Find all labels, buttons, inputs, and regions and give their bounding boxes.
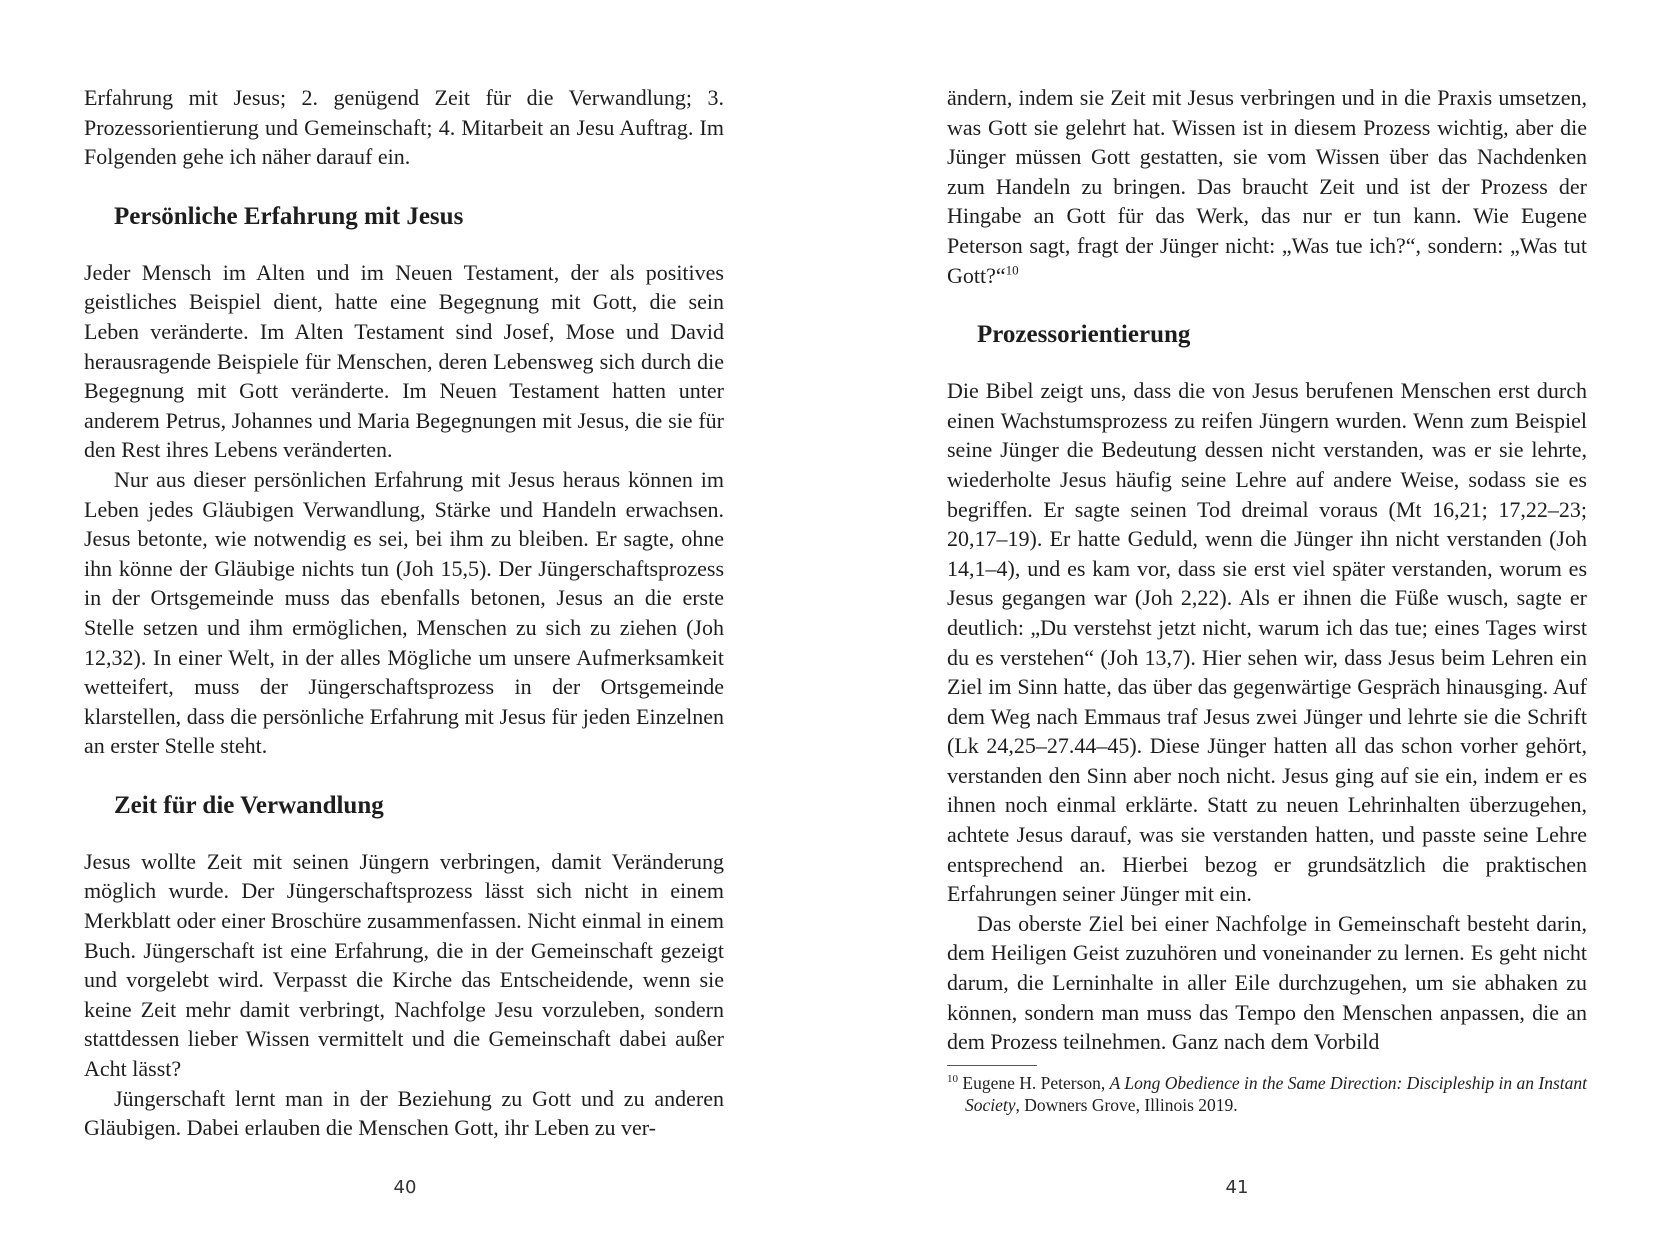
paragraph-text: ändern, indem sie Zeit mit Jesus verbringen und in die Praxis umsetzen, was Gott sie gelehrt hat. Wissen ist in diesem Prozess wichtig, aber die Jünger müssen Gott gestatten, sie vom Wissen über das Nachdenken zum Handeln zu bringen. Das braucht Zeit und ist der Prozess der Hingabe an Gott für das Werk, das nur er tun kann. Wie Eugene Peterson sagt, fragt der Jünger nicht: „Was tue ich?“, sondern: „Was tut Gott?“ (947, 85, 1587, 288)
footnote-divider (947, 1065, 1037, 1066)
section-heading: Persönliche Erfahrung mit Jesus (114, 202, 464, 230)
right-page (827, 0, 1654, 1240)
footnote-reference[interactable]: 10 (1005, 262, 1019, 278)
paragraph: Das oberste Ziel bei einer Nachfolge in Gemeinschaft besteht darin, dem Heiligen Geist zuzuhören und voneinander zu lernen. Es geht nicht darum, die Lerninhalte in aller Eile durchzugehen, um sie abhaken zu können, sondern man muss das Tempo den Menschen anpassen, die an dem Prozess teilnehmen. Ganz nach dem Vorbild (947, 910, 1587, 1055)
paragraph: Die Bibel zeigt uns, dass die von Jesus berufenen Menschen erst durch einen Wachstumsprozess zu reifen Jüngern wurden. Wenn zum Beispiel seine Jünger die Bedeutung dessen nicht verstanden, was er sie lehrte, wiederholte Jesus häufig seine Lehre auf andere Weise, sodass sie es begriffen. Er sagte seinen Tod dreimal voraus (Mt 16,21; 17,22–23; 20,17–19). Er hatte Geduld, wenn die Jünger ihn nicht verstanden (Joh 14,1–4), und es kam vor, dass sie erst viel später verstanden, worum es Jesus gegangen war (Joh 2,22). Als er ihnen die Füße wusch, sagte er deutlich: „Du verstehst jetzt nicht, warum ich das tue; eines Tages wirst du es verstehen“ (Joh 13,7). Hier sehen wir, dass Jesus beim Lehren ein Ziel im Sinn hatte, das über das gegenwärtige Gespräch hinausging. Auf dem Weg nach Emmaus traf Jesus zwei Jünger und lehrte sie die Schrift (Lk 24,25–27.44–45). Diese Jünger hatten all das schon vorher gehört, verstanden den Sinn aber noch nicht. Jesus ging auf sie ein, indem er es ihnen noch einmal erklärte. Statt zu neuen Lehrinhalten überzugehen, achtete Jesus darauf, was sie verstanden hatten, und passte seine Lehre entsprechend an. Hierbei bezog er grundsätzlich die praktischen Erfahrungen seiner Jünger mit ein. (947, 378, 1587, 907)
footnote-publication: , Downers Grove, Illinois 2019. (1015, 1094, 1238, 1115)
page-number: 41 (1225, 1177, 1249, 1198)
left-text-column (84, 83, 724, 1143)
paragraph: Erfahrung mit Jesus; 2. genügend Zeit für die Verwandlung; 3. Prozessorientierung und Gemeinschaft; 4. Mitarbeit an Jesu Auftrag. Im Folgenden gehe ich näher darauf ein. (84, 85, 724, 170)
footnote-number: 10 (947, 1072, 958, 1085)
paragraph: Jesus wollte Zeit mit seinen Jüngern verbringen, damit Veränderung möglich wurde. Der Jüngerschaftsprozess lässt sich nicht in einem Merkblatt oder einer Broschüre zusammenfassen. Nicht einmal in einem Buch. Jüngerschaft ist eine Erfahrung, die in der Gemeinschaft gezeigt und vorgelebt wird. Verpasst die Kirche das Entscheidende, wenn sie keine Zeit mehr damit verbringt, Nachfolge Jesu vorzuleben, sondern stattdessen lieber Wissen vermittelt und die Gemeinschaft dabei außer Acht lässt? (84, 848, 724, 1082)
paragraph: Jüngerschaft lernt man in der Beziehung zu Gott und zu anderen Gläubigen. Dabei erlauben die Menschen Gott, ihr Leben zu ver- (84, 1085, 724, 1141)
footnote-author: Eugene H. Peterson, (962, 1072, 1106, 1093)
paragraph: Nur aus dieser persönlichen Erfahrung mit Jesus heraus können im Leben jedes Gläubigen Verwandlung, Stärke und Handeln erwachsen. Jesus betonte, wie notwendig es sei, bei ihm zu bleiben. Er sagte, ohne ihn könne der Gläubige nichts tun (Joh 15,5). Der Jüngerschaftsprozess in der Ortsgemeinde muss das ebenfalls betonen, Jesus an die erste Stelle setzen und ihm ermöglichen, Menschen zu sich zu ziehen (Joh 12,32). In einer Welt, in der alles Mögliche um unsere Aufmerksamkeit wetteifert, muss der Jüngerschaftsprozess in der Ortsgemeinde klarstellen, dass die persönliche Erfahrung mit Jesus für jeden Einzelnen an erster Stelle steht. (84, 466, 724, 759)
section-heading: Zeit für die Verwandlung (114, 791, 384, 819)
footnote-title: A Long Obedience in the Same Direction: Discipleship in an Instant Society (965, 1072, 1588, 1115)
footnote (947, 1072, 1587, 1116)
paragraph (947, 83, 1587, 290)
page-number: 40 (393, 1177, 417, 1198)
section-heading: Prozessorientierung (977, 321, 1191, 349)
right-text-column (947, 83, 1587, 1116)
paragraph: Jeder Mensch im Alten und im Neuen Testament, der als positives geistliches Beispiel dient, hatte eine Begegnung mit Gott, die sein Leben veränderte. Im Alten Testament sind Josef, Mose und David herausragende Beispiele für Menschen, deren Lebensweg sich durch die Begegnung mit Gott veränderte. Im Neuen Testament hatten unter anderem Petrus, Johannes und Maria Begegnungen mit Jesus, die sie für den Rest ihres Lebens veränderten. (84, 259, 724, 463)
